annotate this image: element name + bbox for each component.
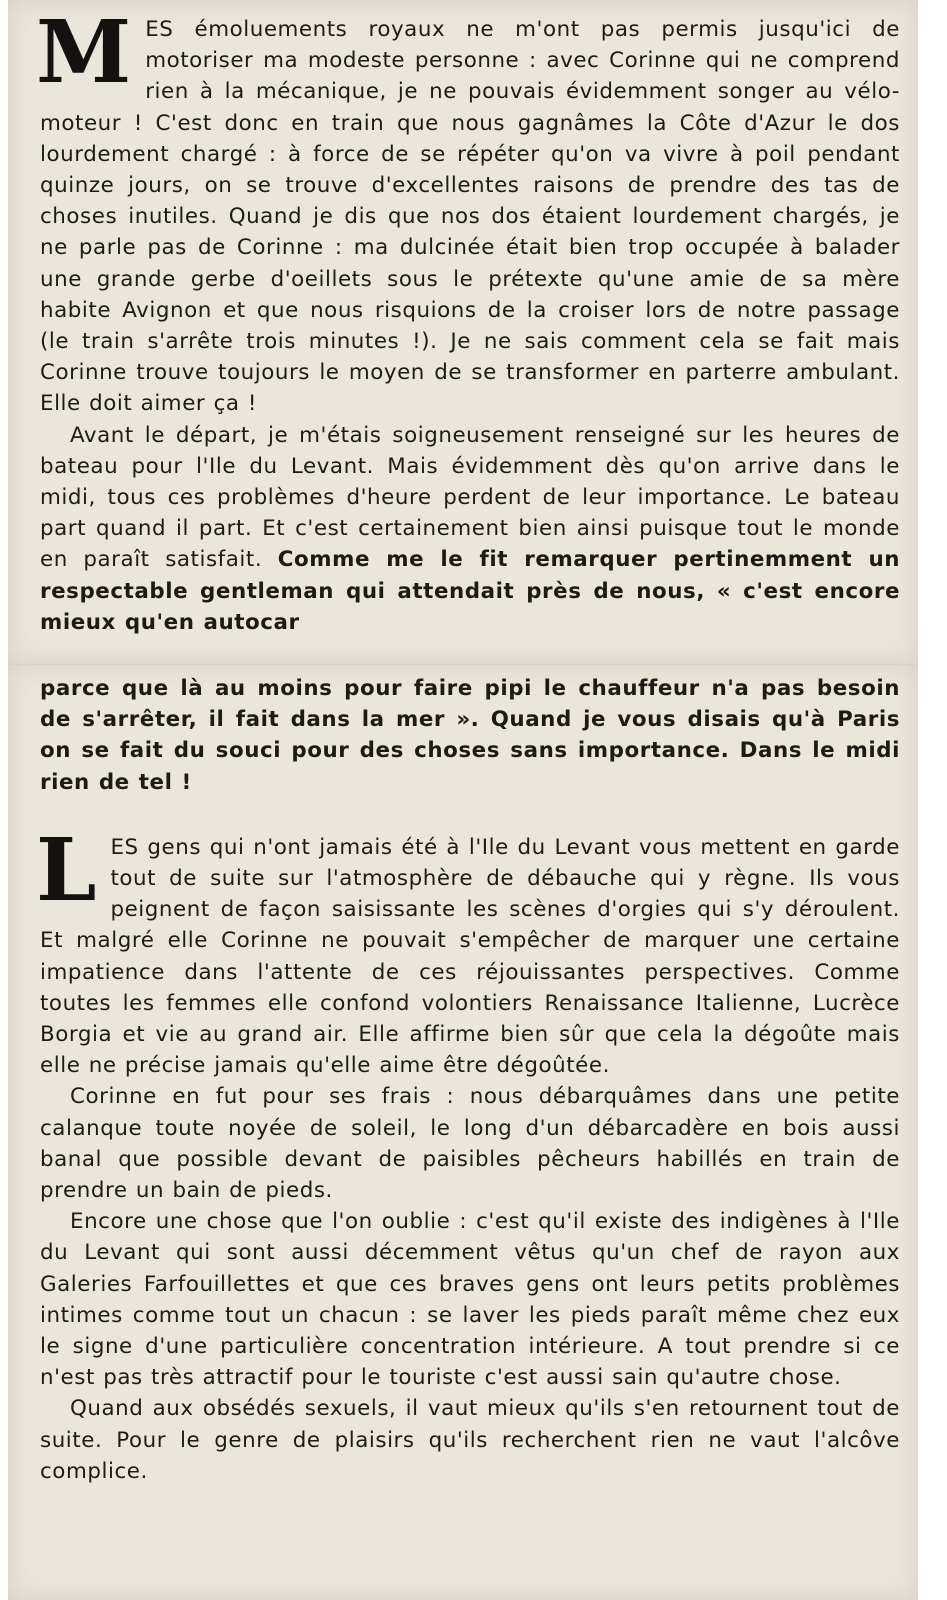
paragraph-conclusion: Quand aux obsédés sexuels, il vaut mieux qu'ils s'en retournent tout de suite. Pour le genre de plaisirs qu'ils recherchent rien ne vaut l'alcôve complice. — [40, 1396, 900, 1484]
article-clipping-bottom — [8, 664, 918, 1600]
paragraph-gentleman-quote-continued: parce que là au moins pour faire pipi le chauffeur n'a pas besoin de s'arrêter, il fait dans la mer ». Quand je vous disais qu'à Paris on se fait du souci pour des choses sans importance. Dans le midi rien de tel ! — [40, 676, 900, 795]
paragraph-natives: Encore une chose que l'on oublie : c'est qu'il existe des indigènes à l'Ile du Levant qui sont aussi décemment vêtus qu'un chef de rayon aux Galeries Farfouillettes et que ces braves gens ont leurs petits problèmes intimes comme tout un chacun : se laver les pieds paraît même chez eux le signe d'une particulière concentration intérieure. A tout prendre si ce n'est pas très attractif pour le touriste c'est aussi sain qu'autre chose. — [40, 1209, 900, 1391]
paragraph-train-journey: ES émoluements royaux ne m'ont pas permis jusqu'ici de motoriser ma modeste personne : avec Corinne qui ne comprend rien à la mécanique, je ne pouvais évidemment songer au vélo-moteur ! C'est donc en train que nous gagnâmes la Côte d'Azur le dos lourdement chargé : à force de se répéter qu'on va vivre à poil pendant quinze jours, on se trouve d'excellentes raisons de prendre des tas de choses inutiles. Quand je dis que nos dos étaient lourdement chargés, je ne parle pas de Corinne : ma dulcinée était bien trop occupée à balader une grande gerbe d'oeillets sous le prétexte qu'une amie de sa mère habite Avignon et que nous risquions de la croiser lors de notre passage (le train s'arrête trois minutes !). Je ne sais comment cela se fait mais Corinne trouve toujours le moyen de se transformer en parterre ambulant. Elle doit aimer ça ! — [40, 17, 900, 417]
paragraph-arrival: Corinne en fut pour ses frais : nous débarquâmes dans une petite calanque toute noyée de soleil, le long d'un débarcadère en bois aussi banal que possible devant de paisibles pêcheurs habillés en train de prendre un bain de pieds. — [40, 1084, 900, 1204]
article-section-1 — [36, 2, 900, 638]
article-section-2 — [36, 819, 900, 1487]
article-clipping-top — [8, 0, 918, 664]
drop-cap-l: L — [36, 819, 97, 921]
section-divider — [40, 798, 900, 832]
paragraph-departure-text: Avant le départ, je m'étais soigneusement renseigné sur les heures de bateau pour l'Ile du Levant. Mais évidemment dès qu'on arrive dans le midi, tous ces problèmes d'heure perdent de leur importance. Le bateau part quand il part. Et c'est certainement bien ainsi puisque tout le monde en paraît satisfait. — [40, 422, 900, 573]
drop-cap-m: M — [36, 2, 132, 103]
paragraph-debauchery: ES gens qui n'ont jamais été à l'Ile du Levant vous mettent en garde tout de suite sur l'atmosphère de débauche qui y règne. Ils vous peignent de façon saisissante les scènes d'orgies qui s'y déroulent. Et malgré elle Corinne ne pouvait s'empêcher de marquer une certaine impatience dans l'attente de ces réjouissantes perspectives. Comme toutes les femmes elle confond volontiers Renaissance Italienne, Lucrèce Borgia et vie au grand air. Elle affirme bien sûr que cela la dégoûte mais elle ne précise jamais qu'elle aime être dégoûtée. — [40, 834, 900, 1079]
paragraph-departure — [40, 420, 900, 638]
paragraph-gentleman-quote: Comme me le fit remarquer pertinemment un respectable gentleman qui attendait près de nous, « c'est encore mieux qu'en autocar — [40, 547, 900, 635]
